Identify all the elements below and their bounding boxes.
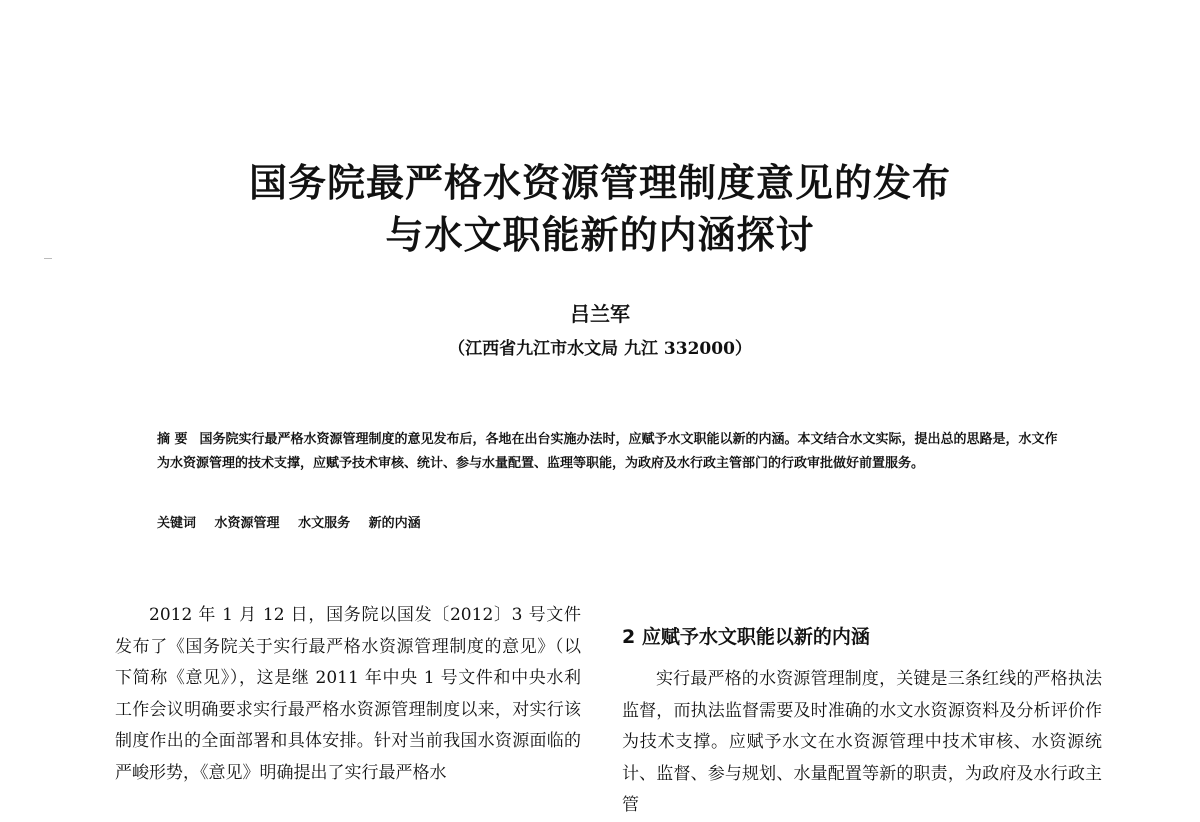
- abstract-text: 国务院实行最严格水资源管理制度的意见发布后，各地在出台实施办法时，应赋予水文职能以新的内涵。本文结合水文实际，提出总的思路是，水文作为水资源管理的技术支撑，应赋予技术审核、统计、参与水量配置、监理等职能，为政府及水行政主管部门的行政审批做好前置服务。: [157, 432, 1058, 471]
- body-paragraph: 2012 年 1 月 12 日，国务院以国发〔2012〕3 号文件发布了《国务院关于实行最严格水资源管理制度的意见》（以下简称《意见》），这是继 2011 年中央 1 号文件和中央水利工作会议明确要求实行最严格水资源管理制度以来，对实行该制度作出的全面部署和具体安排。针对当前我国水资源面临的严峻形势，《意见》明确提出了实行最严格水: [115, 605, 581, 783]
- author-affiliation: （江西省九江市水文局 九江 332000）: [448, 339, 752, 359]
- body-paragraph: 实行最严格的水资源管理制度，关键是三条红线的严格执法监督，而执法监督需要及时准确的水文水资源资料及分析评价作为技术支撑。应赋予水文在水资源管理中技术审核、水资源统计、监督、参与规划、水量配置等新的职责，为政府及水行政主管: [622, 669, 1102, 815]
- body-left-column: [115, 600, 581, 789]
- keyword-item: 水资源管理: [214, 516, 280, 531]
- keywords: [157, 512, 435, 531]
- section-heading: 2 应赋予水文职能以新的内涵: [622, 626, 870, 648]
- keyword-item: 新的内涵: [368, 516, 421, 531]
- body-right-column: [622, 664, 1102, 822]
- abstract: [157, 428, 1067, 476]
- abstract-label: 摘 要: [157, 432, 188, 447]
- keywords-label: 关键词: [157, 516, 197, 531]
- paper-title-line-2: 与水文职能新的内涵探讨: [385, 212, 815, 257]
- keyword-item: 水文服务: [298, 516, 351, 531]
- author-name: 吕兰军: [570, 302, 630, 326]
- paper-title-line-1: 国务院最严格水资源管理制度意见的发布: [248, 160, 951, 205]
